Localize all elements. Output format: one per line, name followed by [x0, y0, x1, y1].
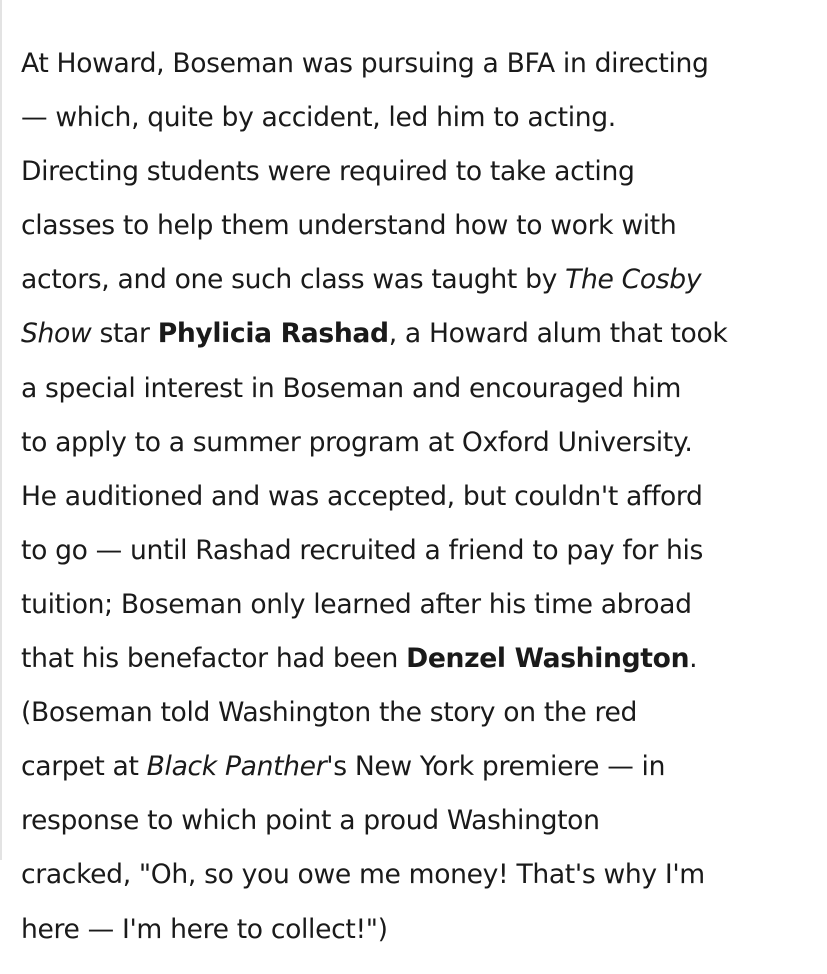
line-14 — [21, 740, 821, 794]
show-title-cosby-show-cont: Show — [21, 318, 92, 350]
line-10 — [21, 524, 821, 578]
line-15 — [21, 794, 821, 848]
line-1 — [21, 37, 821, 91]
line-3 — [21, 145, 821, 199]
name-denzel-washington: Denzel Washington — [406, 643, 690, 675]
text-run: here — I'm here to collect!") — [21, 913, 388, 945]
left-border-rule — [0, 0, 2, 860]
show-title-cosby-show: The Cosby — [565, 264, 702, 296]
text-run: He auditioned and was accepted, but couldn't afford — [21, 480, 703, 512]
line-9 — [21, 470, 821, 524]
line-5 — [21, 253, 821, 307]
text-run: to go — until Rashad recruited a friend to pay for his — [21, 534, 704, 566]
line-17 — [21, 903, 821, 957]
text-run: At Howard, Boseman was pursuing a BFA in directing — [21, 48, 709, 79]
text-run: (Boseman told Washington the story on the red — [21, 697, 638, 729]
text-run: . — [689, 643, 698, 675]
article-paragraph — [21, 37, 821, 957]
text-run: carpet at — [21, 751, 147, 783]
text-run: tuition; Boseman only learned after his time abroad — [21, 588, 692, 620]
text-run: — which, quite by accident, led him to acting. — [21, 102, 616, 134]
text-run: that his benefactor had been — [21, 643, 407, 675]
text-run: Directing students were required to take acting — [21, 156, 635, 188]
line-13 — [21, 686, 821, 740]
line-16 — [21, 848, 821, 902]
text-run: classes to help them understand how to work with — [21, 210, 677, 242]
name-phylicia-rashad: Phylicia Rashad — [157, 318, 389, 350]
line-2 — [21, 91, 821, 145]
text-run: cracked, "Oh, so you owe me money! That's why I'm — [21, 859, 705, 891]
line-8 — [21, 416, 821, 470]
text-run: star — [91, 318, 158, 350]
film-title-black-panther: Black Panther — [146, 751, 327, 783]
line-7 — [21, 362, 821, 416]
text-run: 's New York premiere — in — [326, 751, 666, 783]
line-6 — [21, 307, 821, 361]
article-body — [21, 37, 821, 957]
text-run: a special interest in Boseman and encouraged him — [21, 372, 682, 404]
text-run: actors, and one such class was taught by — [21, 264, 566, 296]
line-11 — [21, 578, 821, 632]
text-run: , a Howard alum that took — [388, 318, 728, 350]
text-run: to apply to a summer program at Oxford University. — [21, 426, 693, 458]
line-12 — [21, 632, 821, 686]
line-4 — [21, 199, 821, 253]
text-run: response to which point a proud Washington — [21, 805, 600, 837]
